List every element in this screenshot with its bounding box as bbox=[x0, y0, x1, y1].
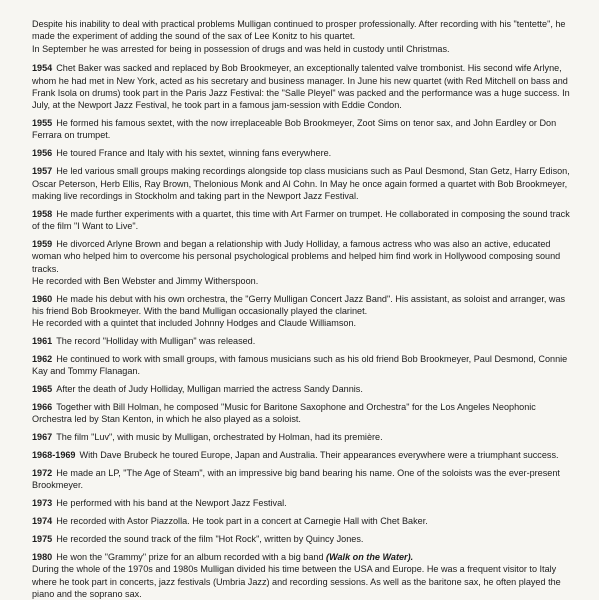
entry-text: Together with Bill Holman, he composed "Music for Baritone Saxophone and Orchestra" for the Los Angeles Neophonic Orchestra led by Stan Kenton, in which he also played as a soloist. bbox=[32, 402, 536, 425]
entry-1967 bbox=[32, 431, 575, 443]
entry-text: He recorded the sound track of the film "Hot Rock", written by Quincy Jones. bbox=[56, 534, 364, 545]
entry-1962 bbox=[32, 353, 575, 378]
entry-1955 bbox=[32, 117, 575, 142]
entry-1958 bbox=[32, 208, 575, 233]
entry-extra: He recorded with a quintet that included Johnny Hodges and Claude Williamson. bbox=[32, 318, 357, 329]
entry-1966 bbox=[32, 401, 575, 426]
entry-text: He won the "Grammy" prize for an album recorded with a big band bbox=[56, 551, 324, 562]
album-title: (Walk on the Water). bbox=[326, 551, 414, 562]
entry-1959 bbox=[32, 238, 575, 287]
entry-text: He recorded with Astor Piazzolla. He took part in a concert at Carnegie Hall with Chet Baker. bbox=[56, 516, 428, 527]
entry-extra: During the whole of the 1970s and 1980s Mulligan divided his time between the USA and Europe. He was a frequent visitor to Italy where he took part in concerts, jazz festivals (Umbria Jazz) and recording sessions. As well as the baritone sax, he often played the piano and the soprano sax. bbox=[32, 564, 561, 599]
entry-text: Chet Baker was sacked and replaced by Bob Brookmeyer, an exceptionally talented valve trombonist. His second wife Arlyne, whom he had met in New York, acted as his secretary and business manager. In June his new quartet (with Red Mitchell on bass and Frank Isola on drums) took part in the Paris Jazz Festival: the "Salle Pleyel" was packed and the performance was a huge success. In July, at the Newport Jazz Festival, he took part in a famous jam-session with Eddie Condon. bbox=[32, 63, 570, 111]
entry-text: The record "Holliday with Mulligan" was released. bbox=[56, 336, 256, 347]
entry-text: He led various small groups making recordings alongside top class musicians such as Paul Desmond, Stan Getz, Harry Edison, Oscar Peterson, Herb Ellis, Ray Brown, Thelonious Monk and Al Cohn. In May he once again formed a quartet with Bob Brookmeyer, making live recordings in Stockholm and taking part in the Newport Jazz Festival. bbox=[32, 166, 570, 201]
entry-1956 bbox=[32, 147, 575, 159]
entry-1975 bbox=[32, 533, 575, 545]
entry-1968-1969 bbox=[32, 449, 575, 461]
entry-year: 1965 bbox=[32, 384, 53, 395]
entry-text: He continued to work with small groups, with famous musicians such as his old friend Bob Brookmeyer, Paul Desmond, Connie Kay and Tommy Flanagan. bbox=[32, 354, 568, 377]
entry-year: 1973 bbox=[32, 498, 53, 509]
entry-text: He divorced Arlyne Brown and began a relationship with Judy Holliday, a famous actress who was also an active, educated woman who helped him to overcome his personal psychological problems and helped him find work in Hollywood composing sound tracks. bbox=[32, 238, 561, 274]
entry-year: 1974 bbox=[32, 516, 53, 527]
entry-year: 1954 bbox=[32, 63, 53, 74]
entry-text: He made further experiments with a quartet, this time with Art Farmer on trumpet. He collaborated in composing the sound track of the film "I Want to Live". bbox=[32, 208, 570, 232]
entry-1972 bbox=[32, 467, 575, 492]
entry-1980 bbox=[32, 551, 575, 600]
entry-year: 1962 bbox=[32, 354, 53, 365]
entry-1961 bbox=[32, 335, 575, 347]
entry-text: He formed his famous sextet, with the now irreplaceable Bob Brookmeyer, Zoot Sims on tenor sax, and John Eardley or Don Ferrara on trumpet. bbox=[32, 118, 557, 141]
entry-text: He toured France and Italy with his sextet, winning fans everywhere. bbox=[56, 148, 332, 159]
entry-1954 bbox=[32, 62, 575, 111]
entry-text: With Dave Brubeck he toured Europe, Japan and Australia. Their appearances everywhere were a triumphant success. bbox=[79, 450, 559, 461]
entry-1973 bbox=[32, 497, 575, 509]
entry-year: 1956 bbox=[32, 148, 53, 159]
entry-1974 bbox=[32, 515, 575, 527]
entry-1957 bbox=[32, 165, 575, 202]
entry-text: The film "Luv", with music by Mulligan, orchestrated by Holman, had its première. bbox=[56, 432, 383, 443]
entry-year: 1968-1969 bbox=[32, 450, 76, 461]
intro-paragraph bbox=[32, 18, 575, 55]
entry-year: 1957 bbox=[32, 166, 53, 177]
entry-year: 1959 bbox=[32, 238, 53, 249]
entry-1960 bbox=[32, 293, 575, 330]
entry-1965 bbox=[32, 383, 575, 395]
entry-year: 1961 bbox=[32, 336, 53, 347]
entry-year: 1958 bbox=[32, 208, 53, 219]
entry-year: 1960 bbox=[32, 293, 53, 304]
entry-text: He performed with his band at the Newport Jazz Festival. bbox=[56, 498, 287, 509]
entry-text: He made his debut with his own orchestra, the "Gerry Mulligan Concert Jazz Band". His assistant, as soloist and arranger, was his friend Bob Brookmeyer. With the band Mulligan occasionally played the clarinet. bbox=[32, 293, 566, 316]
entry-text: He made an LP, "The Age of Steam", with an impressive big band bearing his name. One of the soloists was the ever-present Brookmeyer. bbox=[32, 468, 560, 491]
entry-year: 1980 bbox=[32, 551, 53, 562]
entry-year: 1966 bbox=[32, 402, 53, 413]
entry-year: 1972 bbox=[32, 468, 53, 479]
intro-line: Despite his inability to deal with practical problems Mulligan continued to prosper professionally. After recording with his "tentette", he made the experiment of adding the sound of the sax of Lee Konitz to his quartet. bbox=[32, 19, 566, 42]
entry-year: 1955 bbox=[32, 118, 53, 129]
entry-year: 1967 bbox=[32, 432, 53, 443]
entry-text: After the death of Judy Holliday, Mulligan married the actress Sandy Dannis. bbox=[56, 384, 363, 395]
entry-year: 1975 bbox=[32, 534, 53, 545]
entry-extra: He recorded with Ben Webster and Jimmy Witherspoon. bbox=[32, 275, 259, 286]
intro-line: In September he was arrested for being in possession of drugs and was held in custody until Christmas. bbox=[32, 43, 450, 54]
